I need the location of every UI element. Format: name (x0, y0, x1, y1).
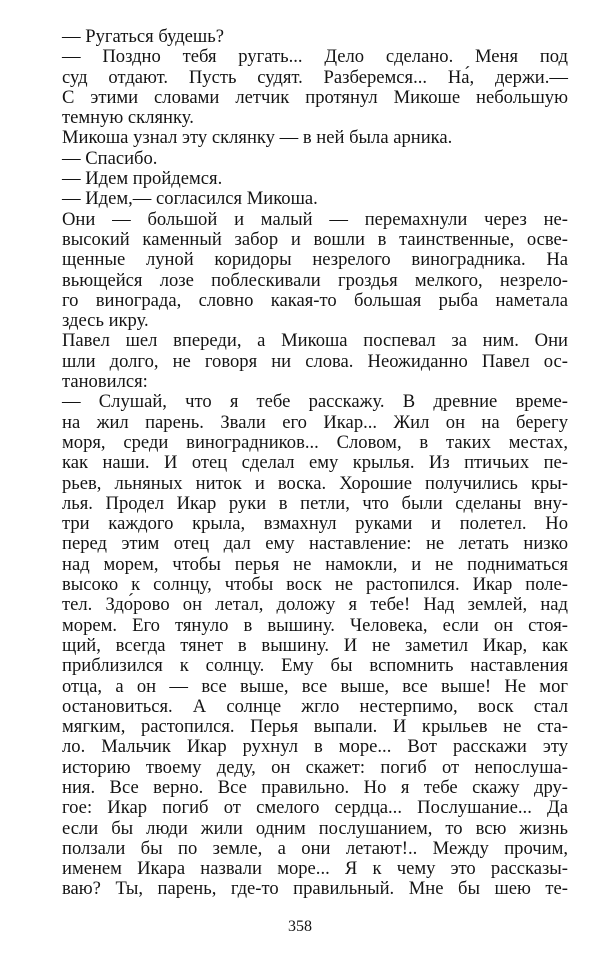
text-line: тановился: (62, 371, 148, 393)
text-line: суд отдают. Пусть судят. Разберемся... На́, держи.— (62, 66, 568, 88)
text-line: на жил парень. Звали его Икар... Жил он на берегу (62, 411, 568, 433)
text-line: ваю? Ты, парень, где-то правильный. Мне бы шею те- (62, 878, 568, 900)
text-line: тел. Здо́рово он летал, доложу я тебе! Над землей, над (62, 594, 568, 616)
text-line: мягким, растопился. Перья выпали. И крыльев не ста- (62, 716, 568, 738)
text-line: морем. Его тянуло в вышину. Человека, если он стоя- (62, 614, 568, 636)
text-line: историю твоему деду, он скажет: погиб от непослуша- (62, 756, 568, 778)
text-line: — Спасибо. (62, 147, 158, 169)
text-line: над морем, чтобы перья не намокли, и не подниматься (62, 553, 568, 575)
text-line: три каждого крыла, взмахнул руками и полетел. Но (62, 513, 568, 535)
text-line: остановиться. А солнце жгло нестерпимо, воск стал (62, 695, 568, 717)
text-line: — Поздно тебя ругать... Дело сделано. Меня под (62, 46, 568, 68)
text-line: лья. Продел Икар руки в петли, что были сделаны вну- (62, 492, 568, 514)
text-line: приблизился к солнцу. Ему бы вспомнить наставления (62, 655, 568, 677)
text-line: ло. Мальчик Икар рухнул в море... Вот расскажи эту (62, 736, 568, 758)
text-line: здесь икру. (62, 310, 149, 332)
text-line: вьющейся лозе поблескивали гроздья мелкого, незрело- (62, 269, 568, 291)
text-line: ния. Все верно. Все правильно. Но я тебе скажу дру- (62, 776, 568, 798)
page-number: 358 (288, 918, 312, 935)
text-line: перед этим отец дал ему наставление: не летать низко (62, 533, 568, 555)
text-line: рьев, льняных ниток и воска. Хорошие получились кры- (62, 472, 568, 494)
text-line: — Идем пройдемся. (62, 168, 223, 190)
text-line: моря, среди виноградников... Словом, в таких местах, (62, 431, 568, 453)
text-line: Микоша узнал эту склянку — в ней была арника. (62, 127, 453, 149)
text-line: отца, а он — все выше, все выше, все выше! Не мог (62, 675, 568, 697)
page-body-text (62, 27, 568, 900)
text-line: го винограда, словно какая-то большая рыба наметала (62, 289, 568, 311)
text-line: если бы люди жили одним послушанием, то всю жизнь (62, 817, 568, 839)
text-line: — Ругаться будешь? (62, 26, 224, 47)
text-line: щенные луной коридоры незрелого виноградника. На (62, 249, 568, 271)
text-line: шли долго, не говоря ни слова. Неожиданно Павел ос- (62, 350, 568, 372)
text-line: гое: Икар погиб от смелого сердца... Послушание... Да (62, 797, 568, 819)
text-line: высоко к солнцу, чтобы воск не растопился. Икар поле- (62, 574, 568, 596)
text-line: Они — большой и малый — перемахнули через не- (62, 208, 568, 230)
text-line: щий, всегда тянет в вышину. И не заметил Икар, как (62, 634, 568, 656)
text-line: Павел шел впереди, а Микоша поспевал за ним. Они (62, 330, 568, 352)
text-line: высокий каменный забор и вошли в таинственные, осве- (62, 228, 568, 250)
text-line: ползали бы по земле, а они летают!.. Между прочим, (62, 837, 568, 859)
text-line: именем Икара назвали море... Я к чему это рассказы- (62, 858, 568, 880)
text-line: С этими словами летчик протянул Микоше небольшую (62, 86, 568, 108)
text-line: — Идем,— согласился Микоша. (62, 188, 318, 210)
text-line: — Слушай, что я тебе расскажу. В древние време- (62, 391, 568, 413)
text-line: темную склянку. (62, 107, 194, 129)
text-line: как наши. И отец сделал ему крылья. Из птичьих пе- (62, 452, 568, 474)
